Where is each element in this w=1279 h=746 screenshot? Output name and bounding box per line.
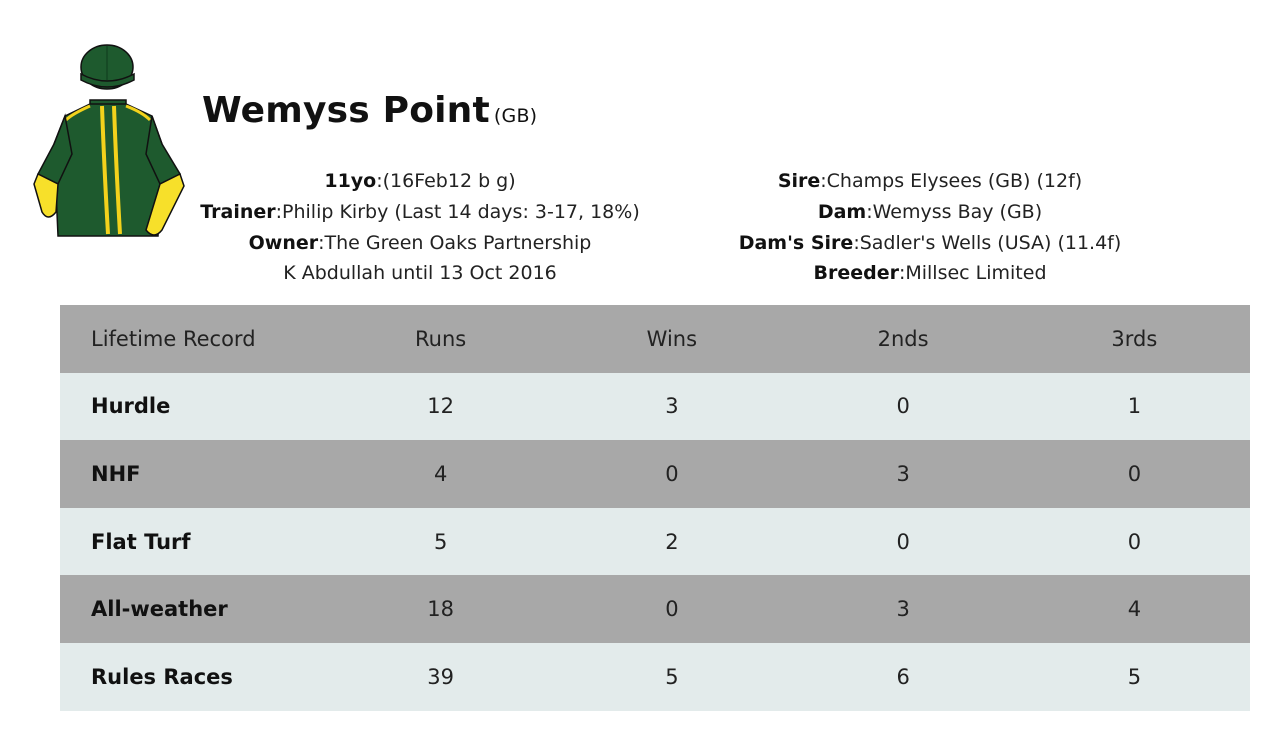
header-2nds: 2nds bbox=[877, 326, 929, 351]
header-lifetime-record: Lifetime Record bbox=[91, 326, 256, 351]
table-row bbox=[60, 373, 1250, 441]
wins-cell: 5 bbox=[665, 664, 679, 689]
horse-country: (GB) bbox=[493, 105, 538, 127]
trainer-value: :Philip Kirby (Last 14 days: 3-17, 18%) bbox=[275, 200, 640, 223]
horse-name-text: Wemyss Point bbox=[202, 90, 490, 131]
sire-label: Sire bbox=[777, 170, 821, 192]
thirds-cell: 1 bbox=[1127, 394, 1142, 419]
age-line bbox=[170, 166, 670, 197]
seconds-cell: 0 bbox=[896, 529, 910, 554]
wins-cell: 0 bbox=[665, 461, 679, 486]
row-label: Rules Races bbox=[91, 664, 233, 689]
dam-line bbox=[680, 197, 1180, 228]
dam-value: :Wemyss Bay (GB) bbox=[866, 200, 1043, 223]
horse-details-right bbox=[680, 166, 1180, 289]
trainer-line bbox=[170, 197, 670, 228]
wins-cell: 3 bbox=[665, 394, 679, 419]
dams-sire-value: :Sadler's Wells (USA) (11.4f) bbox=[853, 231, 1122, 254]
horse-details-left bbox=[170, 166, 670, 289]
runs-cell: 39 bbox=[427, 664, 454, 689]
table-row bbox=[60, 643, 1250, 711]
wins-cell: 2 bbox=[665, 529, 679, 554]
seconds-cell: 0 bbox=[896, 394, 910, 419]
trainer-label: Trainer bbox=[200, 200, 276, 223]
breeder-label: Breeder bbox=[813, 262, 899, 285]
runs-cell: 12 bbox=[427, 394, 454, 419]
header-runs: Runs bbox=[415, 326, 467, 351]
horse-name bbox=[202, 90, 537, 131]
thirds-cell: 0 bbox=[1127, 461, 1142, 486]
sire-value: :Champs Elysees (GB) (12f) bbox=[820, 170, 1083, 192]
header-3rds: 3rds bbox=[1111, 326, 1158, 351]
row-label: Hurdle bbox=[91, 394, 171, 419]
age-label: 11yo bbox=[324, 170, 377, 192]
seconds-cell: 6 bbox=[896, 664, 910, 689]
runs-cell: 18 bbox=[427, 597, 454, 622]
dams-sire-line bbox=[680, 228, 1180, 259]
row-label: All-weather bbox=[91, 597, 228, 622]
previous-owner-line: K Abdullah until 13 Oct 2016 bbox=[283, 262, 557, 285]
dams-sire-label: Dam's Sire bbox=[738, 231, 854, 254]
wins-cell: 0 bbox=[665, 597, 679, 622]
row-label: Flat Turf bbox=[91, 529, 191, 554]
table-row bbox=[60, 508, 1250, 576]
age-value: :(16Feb12 b g) bbox=[376, 170, 516, 192]
breeder-line bbox=[680, 258, 1180, 289]
owner-label: Owner bbox=[248, 231, 319, 254]
table-row bbox=[60, 440, 1250, 508]
thirds-cell: 4 bbox=[1127, 597, 1142, 622]
row-label: NHF bbox=[91, 461, 141, 486]
seconds-cell: 3 bbox=[896, 461, 910, 486]
owner-line bbox=[170, 228, 670, 259]
thirds-cell: 5 bbox=[1127, 664, 1142, 689]
runs-cell: 4 bbox=[433, 461, 448, 486]
lifetime-record-table bbox=[60, 305, 1250, 711]
table-header-row bbox=[60, 305, 1250, 373]
header-wins: Wins bbox=[646, 326, 698, 351]
runs-cell: 5 bbox=[433, 529, 448, 554]
dam-label: Dam bbox=[817, 200, 867, 223]
sire-line bbox=[680, 166, 1180, 197]
thirds-cell: 0 bbox=[1127, 529, 1142, 554]
owner-value: :The Green Oaks Partnership bbox=[318, 231, 592, 254]
seconds-cell: 3 bbox=[896, 597, 910, 622]
jockey-silks-icon bbox=[30, 44, 188, 240]
table-row bbox=[60, 575, 1250, 643]
breeder-value: :Millsec Limited bbox=[898, 262, 1047, 285]
